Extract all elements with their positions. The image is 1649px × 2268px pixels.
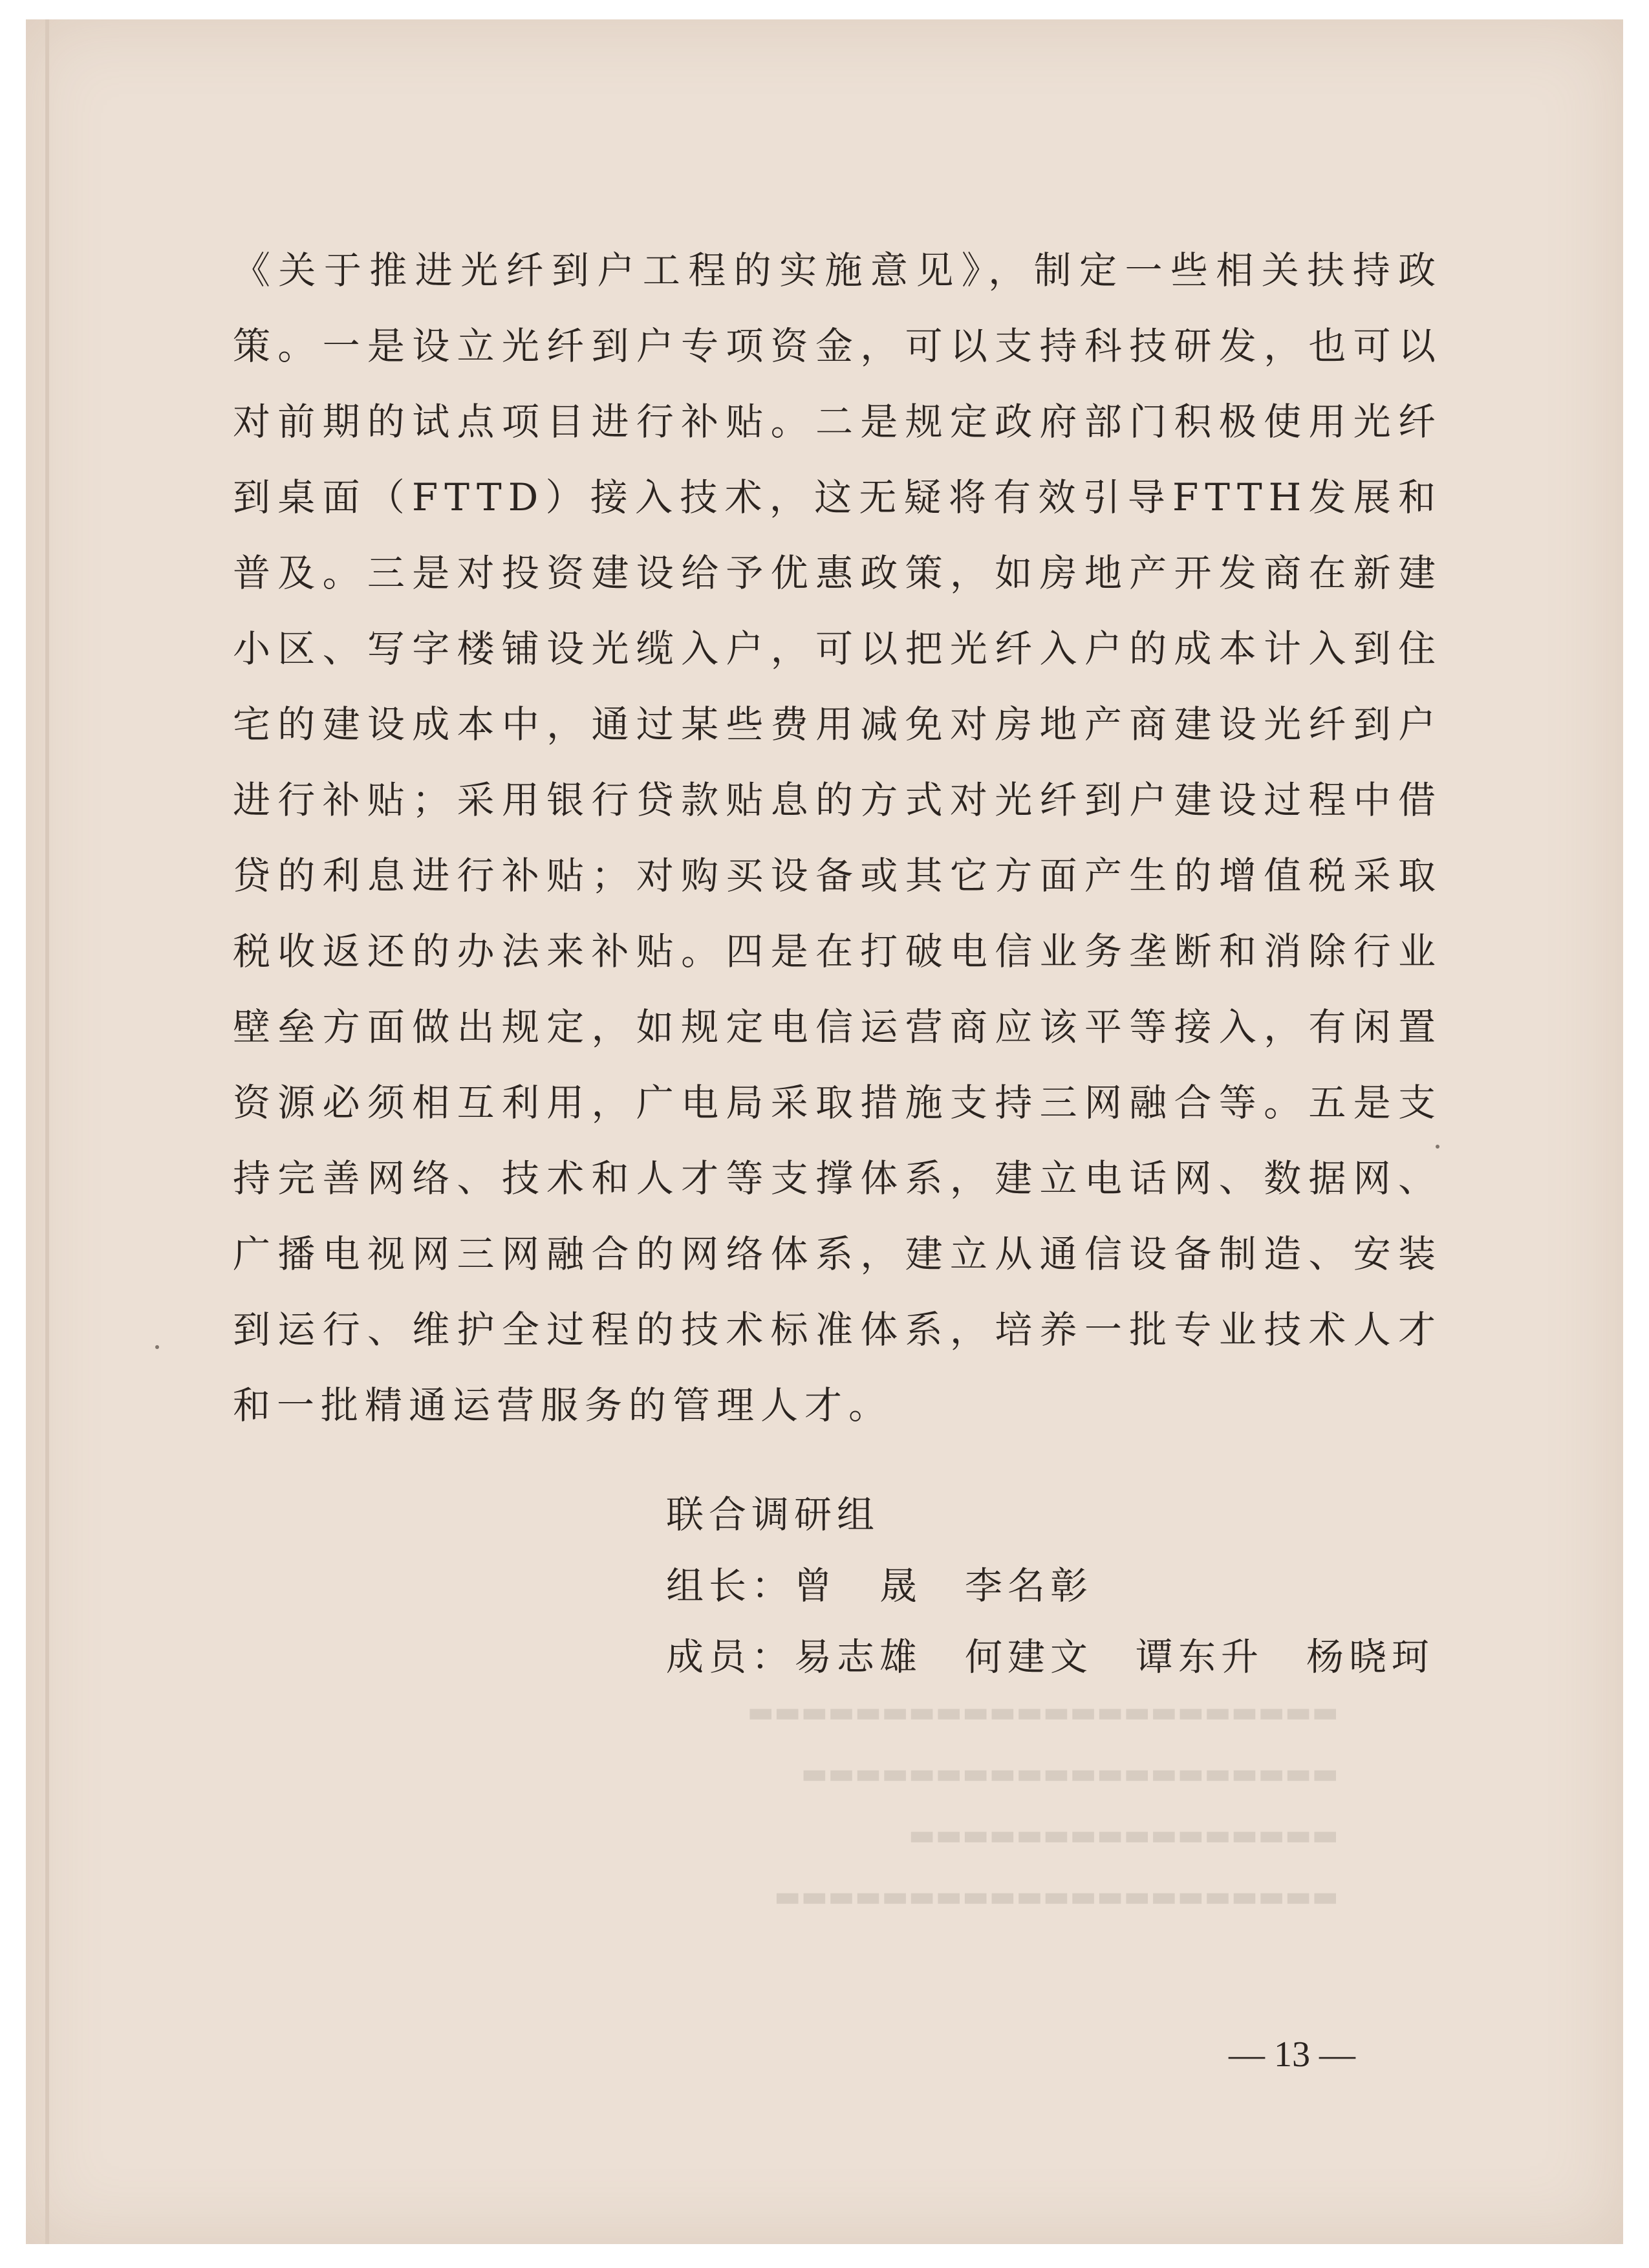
body-paragraph: 《关于推进光纤到户工程的实施意见》，制定一些相关扶持政策。一是设立光纤到户专项资金，可以支持科技研发，也可以对前期的试点项目进行补贴。二是规定政府部门积极使用光纤到桌面（FTTD）接入技术，这无疑将有效引导FTTH发展和普及。三是对投资建设给予优惠政策，如房地产开发商在新建小区、写字楼铺设光缆入户，可以把光纤入户的成本计入到住宅的建设成本中，通过某些费用减免对房地产商建设光纤到户进行补贴；采用银行贷款贴息的方式对光纤到户建设过程中借贷的利息进行补贴；对购买设备或其它方面产生的增值税采取税收返还的办法来补贴。四是在打破电信业务垄断和消除行业壁垒方面做出规定，如规定电信运营商应该平等接入，有闲置资源必须相互利用，广电局采取措施支持三网融合等。五是支持完善网络、技术和人才等支撑体系，建立电话网、数据网、广播电视网三网融合的网络体系，建立从通信设备制造、安装到运行、维护全过程的技术标准体系，培养一批专业技术人才和一批精通运营服务的管理人才。 — [233, 248, 1442, 1427]
signature-leaders: 组长：曾 晟 李名彰 — [666, 1564, 1094, 1608]
signature-members: 成员：易志雄 何建文 谭东升 杨晓珂 — [666, 1635, 1435, 1679]
paper-speck — [1436, 1145, 1439, 1149]
page-number: — 13 — — [1229, 2035, 1355, 2075]
signature-organization: 联合调研组 — [666, 1493, 880, 1537]
paper-speck — [155, 1345, 159, 1349]
document-page — [26, 19, 1623, 2244]
page-edge — [45, 19, 49, 2244]
bleed-through-texture: ▬▬▬▬▬▬▬▬▬▬▬▬▬▬▬▬▬▬▬▬▬▬ ▬▬▬▬▬▬▬▬▬▬▬▬▬▬▬▬▬▬▬▬ ▬▬▬▬▬▬▬▬▬▬▬▬▬▬▬▬ ▬▬▬▬▬▬▬▬▬▬▬▬▬▬▬▬▬▬▬▬▬ — [747, 1696, 1339, 1913]
